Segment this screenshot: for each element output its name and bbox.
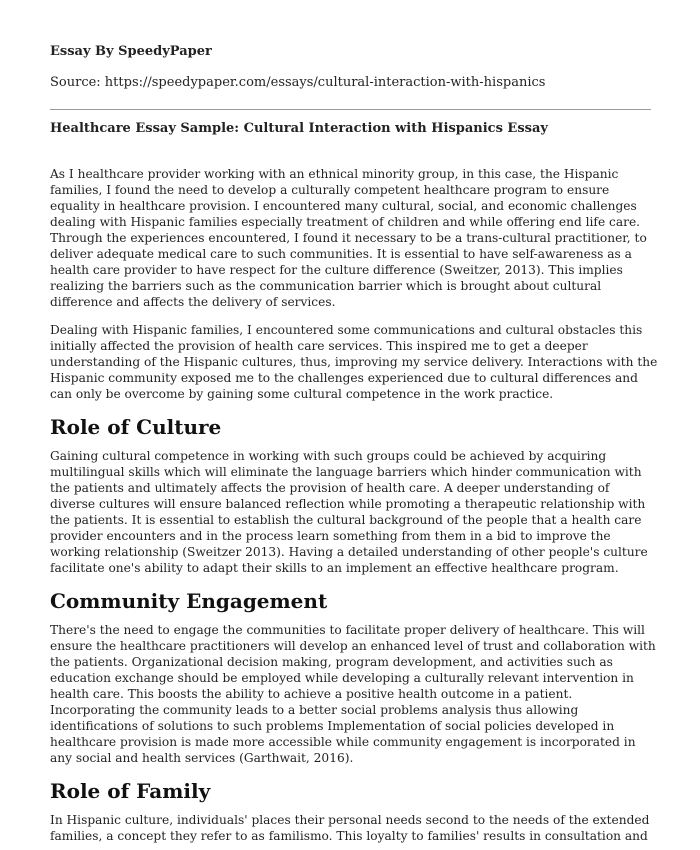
document-header [50,44,660,90]
brand-title: Essay By SpeedyPaper [50,44,212,59]
essay-title: Healthcare Essay Sample: Cultural Interaction with Hispanics Essay [50,121,548,136]
section-heading-community-engagement: Community Engagement [50,589,328,613]
essay-body [50,166,658,850]
section-body-role-of-family: In Hispanic culture, individuals' places their personal needs second to the needs of the extended families, a concept they refer to as familismo. This loyalty to families' results in consultation and [50,813,650,843]
source-line: Source: https://speedypaper.com/essays/cultural-interaction-with-hispanics [50,75,546,90]
header-divider [50,109,651,110]
section-body-community-engagement: There's the need to engage the communities to facilitate proper delivery of healthcare. This will ensure the healthcare practitioners will develop an enhanced level of trust and collaboration with the patients. Organizational decision making, program development, and activities such as education exchange should be employed while developing a culturally relevant intervention in health care. This boosts the ability to achieve a positive health outcome in a patient. Incorporating the community leads to a better social problems analysis thus allowing identifications of solutions to such problems Implementation of social policies developed in healthcare provision is made more accessible while community engagement is incorporated in any social and health services (Garthwait, 2016). [50,623,656,765]
intro-paragraph-1: As I healthcare provider working with an ethnical minority group, in this case, the Hispanic families, I found the need to develop a culturally competent healthcare program to ensure equality in healthcare provision. I encountered many cultural, social, and economic challenges dealing with Hispanic families especially treatment of children and while offering end life care. Through the experiences encountered, I found it necessary to be a trans-cultural practitioner, to deliver adequate medical care to such communities. It is essential to have self-awareness as a health care provider to have respect for the culture difference (Sweitzer, 2013). This implies realizing the barriers such as the communication barrier which is brought about cultural difference and affects the delivery of services. [50,167,647,309]
section-heading-role-of-family: Role of Family [50,779,211,803]
intro-paragraph-2: Dealing with Hispanic families, I encountered some communications and cultural obstacles this initially affected the provision of health care services. This inspired me to get a deeper understanding of the Hispanic cultures, thus, improving my service delivery. Interactions with the Hispanic community exposed me to the challenges experienced due to cultural differences and can only be overcome by gaining some cultural competence in the work practice. [50,323,658,401]
section-body-role-of-culture: Gaining cultural competence in working with such groups could be achieved by acquiring multilingual skills which will eliminate the language barriers which hinder communication with the patients and ultimately affects the provision of health care. A deeper understanding of diverse cultures will ensure balanced reflection while promoting a therapeutic relationship with the patients. It is essential to establish the cultural background of the people that a health care provider encounters and in the process learn something from them in a bid to improve the working relationship (Sweitzer 2013). Having a detailed understanding of other people's culture facilitate one's ability to adapt their skills to an implement an effective healthcare program. [50,449,648,575]
section-heading-role-of-culture: Role of Culture [50,415,222,439]
